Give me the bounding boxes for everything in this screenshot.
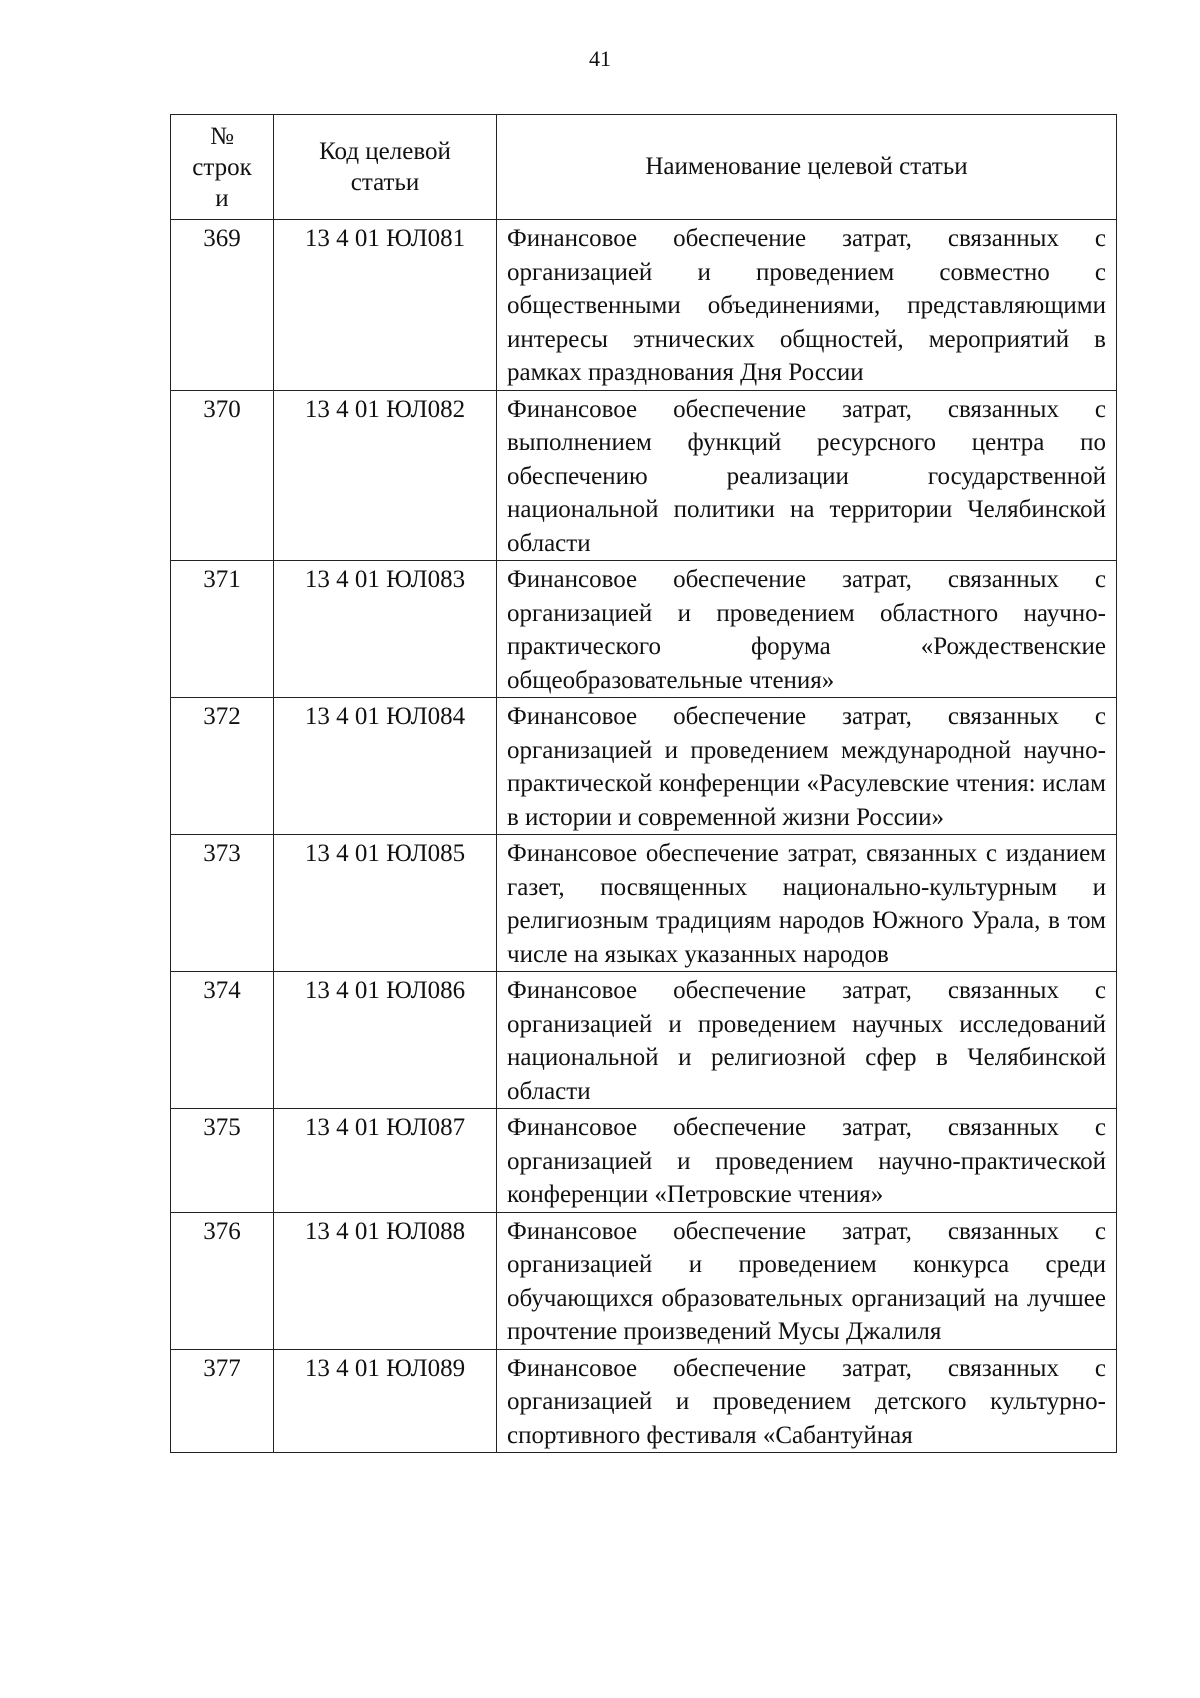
row-number: 371	[171, 561, 274, 698]
row-number: 369	[171, 220, 274, 391]
row-number: 374	[171, 972, 274, 1109]
header-article-code-label: Код целевой статьи	[319, 138, 451, 196]
article-name: Финансовое обеспечение затрат, связанных с изданием газет, посвященных национально-культурным и религиозным традициям народов Южного Урала, в том числе на языках указанных народов	[497, 835, 1117, 972]
table-row	[171, 561, 1117, 698]
page-number: 41	[589, 46, 611, 71]
table-row	[171, 390, 1117, 561]
header-row-number-label: № строк и	[192, 122, 252, 212]
table-row	[171, 1349, 1117, 1453]
article-code: 13 4 01 ЮЛ084	[274, 698, 497, 835]
header-row-number	[171, 115, 274, 220]
article-name: Финансовое обеспечение затрат, связанных с организацией и проведением научных исследований национальной и религиозной сфер в Челябинской области	[497, 972, 1117, 1109]
article-name: Финансовое обеспечение затрат, связанных с организацией и проведением конкурса среди обучающихся образовательных организаций на лучшее прочтение произведений Мусы Джалиля	[497, 1212, 1117, 1349]
table-body	[171, 220, 1117, 1453]
header-article-code	[274, 115, 497, 220]
row-number: 377	[171, 1349, 274, 1453]
article-name: Финансовое обеспечение затрат, связанных с организацией и проведением областного научно-практического форума «Рождественские общеобразовательные чтения»	[497, 561, 1117, 698]
table-row	[171, 698, 1117, 835]
row-number: 373	[171, 835, 274, 972]
target-articles-table	[170, 114, 1117, 1453]
article-name: Финансовое обеспечение затрат, связанных с организацией и проведением детского культурно-спортивного фестиваля «Сабантуйная	[497, 1349, 1117, 1453]
table-header-row	[171, 115, 1117, 220]
table-row	[171, 220, 1117, 391]
table-row	[171, 972, 1117, 1109]
article-code: 13 4 01 ЮЛ082	[274, 390, 497, 561]
row-number: 372	[171, 698, 274, 835]
article-name: Финансовое обеспечение затрат, связанных с организацией и проведением совместно с общественными объединениями, представляющими интересы этнических общностей, мероприятий в рамках празднования Дня России	[497, 220, 1117, 391]
table-row	[171, 1109, 1117, 1213]
article-code: 13 4 01 ЮЛ083	[274, 561, 497, 698]
header-article-name: Наименование целевой статьи	[497, 115, 1117, 220]
article-code: 13 4 01 ЮЛ086	[274, 972, 497, 1109]
article-code: 13 4 01 ЮЛ081	[274, 220, 497, 391]
table-row	[171, 1212, 1117, 1349]
row-number: 375	[171, 1109, 274, 1213]
article-name: Финансовое обеспечение затрат, связанных с организацией и проведением международной научно- практической конференции «Расулевские чтения: ислам в истории и современной жизни России»	[497, 698, 1117, 835]
article-name: Финансовое обеспечение затрат, связанных с выполнением функций ресурсного центра по обеспечению реализации государственной национальной политики на территории Челябинской области	[497, 390, 1117, 561]
row-number: 370	[171, 390, 274, 561]
article-code: 13 4 01 ЮЛ089	[274, 1349, 497, 1453]
article-code: 13 4 01 ЮЛ087	[274, 1109, 497, 1213]
table-row	[171, 835, 1117, 972]
article-code: 13 4 01 ЮЛ088	[274, 1212, 497, 1349]
article-code: 13 4 01 ЮЛ085	[274, 835, 497, 972]
article-name: Финансовое обеспечение затрат, связанных с организацией и проведением научно-практической конференции «Петровские чтения»	[497, 1109, 1117, 1213]
row-number: 376	[171, 1212, 274, 1349]
